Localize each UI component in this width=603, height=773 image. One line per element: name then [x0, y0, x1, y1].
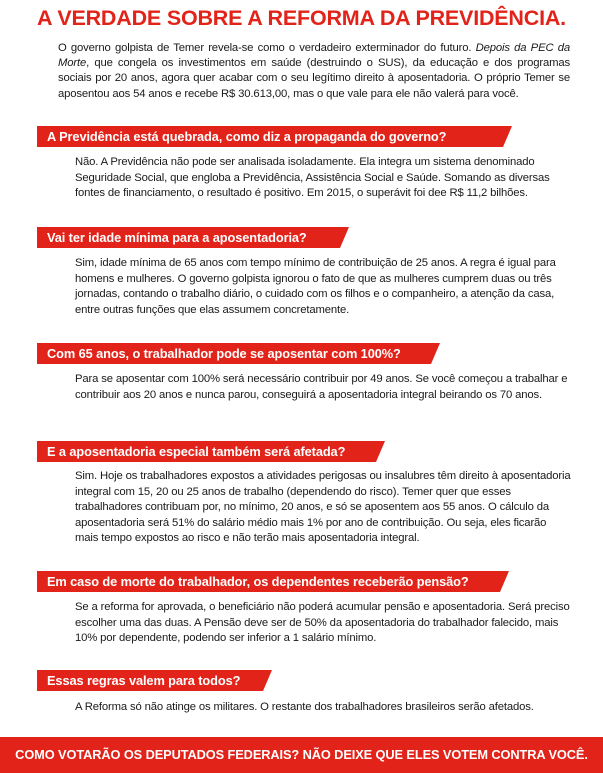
- intro-text-end: , que congela os investimentos em saúde (destruindo o SUS), da educação e dos programas sociais por 20 anos, agora quer acabar com o seu legítimo direito à aposentadoria. O próprio Temer se aposentou aos 54 anos e recebe R$ 30.613,00, mas o que vale para ele não valerá para você.: [58, 57, 570, 100]
- question-banner-5: Em caso de morte do trabalhador, os dependentes receberão pensão?: [37, 571, 500, 592]
- footer-banner: COMO VOTARÃO OS DEPUTADOS FEDERAIS? NÃO DEIXE QUE ELES VOTEM CONTRA VOCÊ.: [0, 737, 603, 773]
- answer-paragraph-6: A Reforma só não atinge os militares. O restante dos trabalhadores brasileiros serão afetados.: [75, 701, 534, 713]
- question-banner-3: Com 65 anos, o trabalhador pode se aposentar com 100%?: [37, 343, 431, 364]
- question-banner-1: A Previdência está quebrada, como diz a propaganda do governo?: [37, 126, 503, 147]
- intro-paragraph: [58, 41, 570, 102]
- answer-paragraph-2: Sim, idade mínima de 65 anos com tempo mínimo de contribuição de 25 anos. A regra é igual para homens e mulheres. O governo golpista ignorou o fato de que as mulheres cumprem duas ou três jornadas, contando o trabalho diário, o cuidado com os filhos e o companheiro, a atenção da casa, entre outras funções que elas assumem concretamente.: [75, 257, 556, 316]
- question-banner-4: E a aposentadoria especial também será afetada?: [37, 441, 376, 462]
- answer-paragraph-4: Sim. Hoje os trabalhadores expostos a atividades perigosas ou insalubres têm direito à aposentadoria integral com 15, 20 ou 25 anos de trabalho (dependendo do risco). Temer quer que esses trabalhadores contribuam por, no mínimo, 20 anos, e só se aposentem aos 55 anos. O cálculo da aposentadoria será 51% do salário médio mais 1% por ano de contribuição. Ou seja, eles ficarão mais tempo expostos ao risco e não terão mais aposentadoria integral.: [75, 470, 571, 545]
- answer-paragraph-1: Não. A Previdência não pode ser analisada isoladamente. Ela integra um sistema denominado Seguridade Social, que engloba a Previdência, Assistência Social e Saúde. Somando as diversas fontes de financiamento, o resultado é positivo. Em 2015, o superávit foi dee R$ 11,2 bilhões.: [75, 156, 550, 200]
- answer-paragraph-3: Para se aposentar com 100% será necessário contribuir por 49 anos. Se você começou a trabalhar e contribuir aos 20 anos e nunca parou, conseguirá a aposentadoria integral beirando os 70 anos.: [75, 373, 568, 401]
- intro-text-start: O governo golpista de Temer revela-se como o verdadeiro exterminador do futuro.: [58, 42, 476, 54]
- answer-paragraph-5: Se a reforma for aprovada, o beneficiário não poderá acumular pensão e aposentadoria. Será preciso escolher uma das duas. A Pensão deve ser de 50% da aposentadoria do trabalhador falecido, mais 10% por dependente, podendo ser inferior a 1 salário mínimo.: [75, 601, 570, 645]
- intro-text-italic: Depois da PEC da Morte: [58, 42, 570, 70]
- question-banner-2: Vai ter idade mínima para a aposentadoria?: [37, 227, 340, 248]
- question-banner-6: Essas regras valem para todos?: [37, 670, 263, 691]
- page-title: A VERDADE SOBRE A REFORMA DA PREVIDÊNCIA.: [37, 6, 566, 30]
